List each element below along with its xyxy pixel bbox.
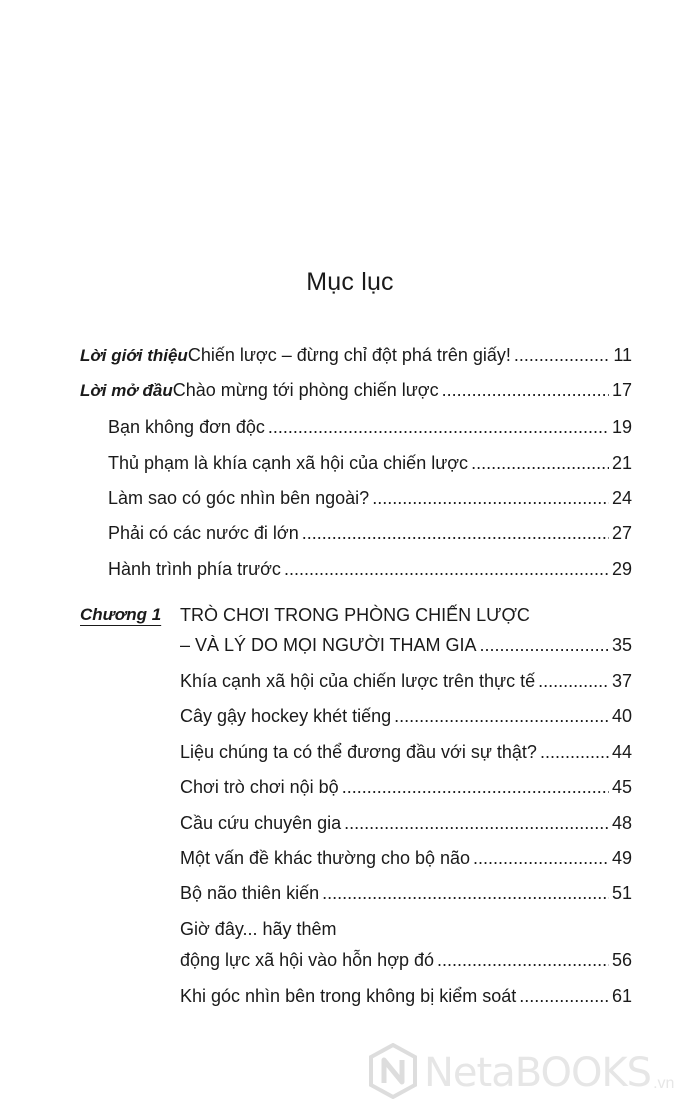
dot-leader [322, 883, 609, 904]
toc-entry-page: 51 [611, 883, 632, 903]
toc-entry-title: Một vấn đề khác thường cho bộ não [180, 848, 471, 868]
page-title: Mục lục [306, 268, 394, 296]
toc-entry-title: Cây gậy hockey khét tiếng [180, 706, 392, 726]
toc-entry-page: 61 [611, 986, 632, 1006]
watermark [368, 1043, 674, 1103]
dot-leader [344, 813, 609, 834]
toc-entry[interactable] [180, 950, 632, 976]
dot-leader [471, 453, 609, 474]
toc-entry-page: 35 [611, 635, 632, 655]
toc-entry-page: 17 [611, 380, 632, 400]
toc-entry[interactable] [108, 453, 632, 479]
dot-leader [519, 986, 609, 1007]
toc-entry[interactable] [180, 706, 632, 732]
dot-leader [342, 777, 609, 798]
toc-entry-title: Khi góc nhìn bên trong không bị kiểm soát [180, 986, 517, 1006]
toc-entry[interactable] [180, 986, 632, 1012]
watermark-brand: NetaBOOKS [424, 1050, 652, 1096]
toc-entry-page: 49 [611, 848, 632, 868]
chapter-label: Chương 1 [80, 605, 162, 624]
toc-entry-page: 56 [611, 950, 632, 970]
toc-entry-page: 24 [611, 488, 632, 508]
toc-entry-title-line1: Giờ đây... hãy thêm [180, 919, 337, 939]
toc-entry-page: 44 [611, 742, 632, 762]
toc-entry-preface[interactable] [80, 380, 632, 406]
toc-entry-chapter-1[interactable] [180, 635, 632, 661]
toc-entry-page: 27 [611, 523, 632, 543]
toc-entry-title: Phải có các nước đi lớn [108, 523, 299, 543]
dot-leader [442, 380, 609, 401]
toc-entry[interactable] [180, 742, 632, 768]
toc-entry-page: 21 [611, 453, 632, 473]
toc-entry-title: Hành trình phía trước [108, 559, 281, 579]
toc-entry-title: – VÀ LÝ DO MỌI NGƯỜI THAM GIA [180, 635, 477, 655]
toc-entry-page: 40 [611, 706, 632, 726]
toc-entry[interactable] [180, 848, 632, 874]
toc-entry[interactable] [180, 671, 632, 697]
toc-entry[interactable] [108, 417, 632, 443]
toc-entry[interactable] [108, 559, 632, 585]
toc-entry[interactable] [180, 883, 632, 909]
toc-entry-title: Khía cạnh xã hội của chiến lược trên thực tế [180, 671, 536, 691]
dot-leader [473, 848, 609, 869]
toc-entry[interactable] [180, 813, 632, 839]
toc-entry-title: Cầu cứu chuyên gia [180, 813, 342, 833]
dot-leader [284, 559, 609, 580]
dot-leader [540, 742, 609, 763]
toc-entry-title: Chiến lược – đừng chỉ đột phá trên giấy! [187, 345, 511, 365]
toc-entry-title: động lực xã hội vào hỗn hợp đó [180, 950, 435, 970]
chapter-title-line1: TRÒ CHƠI TRONG PHÒNG CHIẾN LƯỢC [180, 605, 530, 625]
toc-entry[interactable] [108, 488, 632, 514]
toc-entry[interactable] [180, 777, 632, 803]
dot-leader [437, 950, 609, 971]
toc-entry-label: Lời mở đầu [80, 381, 173, 400]
toc-entry-title: Thủ phạm là khía cạnh xã hội của chiến lược [108, 453, 469, 473]
toc-entry-title: Liệu chúng ta có thể đương đầu với sự thật? [180, 742, 537, 762]
toc-entry-page: 29 [611, 559, 632, 579]
dot-leader [394, 706, 609, 727]
toc-entry-title: Bạn không đơn độc [108, 417, 265, 437]
dot-leader [372, 488, 609, 509]
dot-leader [268, 417, 609, 438]
toc-entry-page: 48 [611, 813, 632, 833]
dot-leader [514, 345, 610, 366]
toc-entry-title: Chào mừng tới phòng chiến lược [172, 380, 439, 400]
toc-entry-page: 11 [613, 345, 632, 365]
toc-entry-title: Làm sao có góc nhìn bên ngoài? [108, 488, 370, 508]
toc-entry[interactable] [108, 523, 632, 549]
toc-entry-title: Bộ não thiên kiến [180, 883, 320, 903]
dot-leader [480, 635, 609, 656]
toc-entry-page: 19 [611, 417, 632, 437]
n-logo-icon [368, 1043, 418, 1104]
watermark-suffix: .vn [653, 1075, 675, 1092]
dot-leader [302, 523, 609, 544]
dot-leader [538, 671, 609, 692]
toc-entry-title: Chơi trò chơi nội bộ [180, 777, 339, 797]
toc-entry-introduction[interactable] [80, 345, 632, 371]
toc-entry-page: 37 [611, 671, 632, 691]
toc-entry-page: 45 [611, 777, 632, 797]
toc-entry-label: Lời giới thiệu [80, 346, 188, 365]
